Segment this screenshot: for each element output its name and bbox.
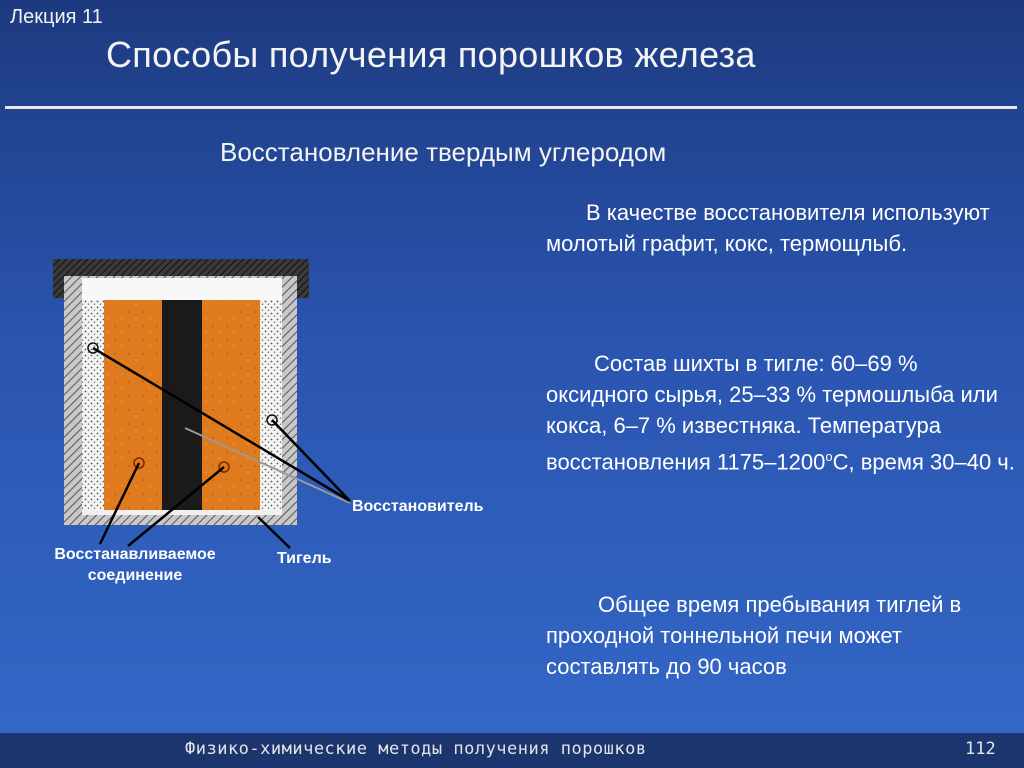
- label-crucible: Тигель: [277, 550, 332, 567]
- crucible-bottom-gap: [82, 510, 282, 515]
- page-number: 112: [965, 739, 996, 759]
- crucible-cavity-top: [82, 278, 282, 300]
- label-compound: [24, 544, 246, 586]
- title-divider: [5, 106, 1017, 109]
- degree-sign: о: [825, 449, 833, 464]
- label-compound-line2: соединение: [87, 567, 183, 584]
- ore-layer-left: [104, 300, 162, 510]
- paragraph-composition: [546, 348, 1016, 477]
- paragraph-total-time-text: Общее время пребывания тиглей в проходной тоннельной печи может составлять до 90 часов: [546, 592, 962, 679]
- carbon-core: [162, 300, 202, 510]
- paragraph-composition-tail: С, время 30–40 ч.: [832, 449, 1015, 475]
- crucible-diagram: [0, 240, 540, 580]
- label-reducer: Восстановитель: [352, 498, 484, 515]
- lecture-label: Лекция 11: [10, 6, 103, 28]
- paragraph-reducers-text: В качестве восстановителя используют молотый графит, кокс, термощлыб.: [546, 200, 990, 256]
- paragraph-composition-text: Состав шихты в тигле: 60–69 % оксидного сырья, 25–33 % термошлыба или кокса, 6–7 % известняка. Температура восстановления 1175–1200: [546, 351, 998, 475]
- label-compound-line1: Восстанавливаемое: [54, 546, 216, 563]
- reducer-layer-left: [82, 300, 104, 510]
- paragraph-total-time: [546, 589, 1016, 682]
- slide-title: Способы получения порошков железа: [106, 34, 756, 75]
- footer-course: Физико-химические методы получения порошков: [185, 739, 647, 759]
- paragraph-reducers: [546, 197, 1016, 259]
- reducer-layer-right: [260, 300, 282, 510]
- slide-subtitle: Восстановление твердым углеродом: [220, 137, 667, 167]
